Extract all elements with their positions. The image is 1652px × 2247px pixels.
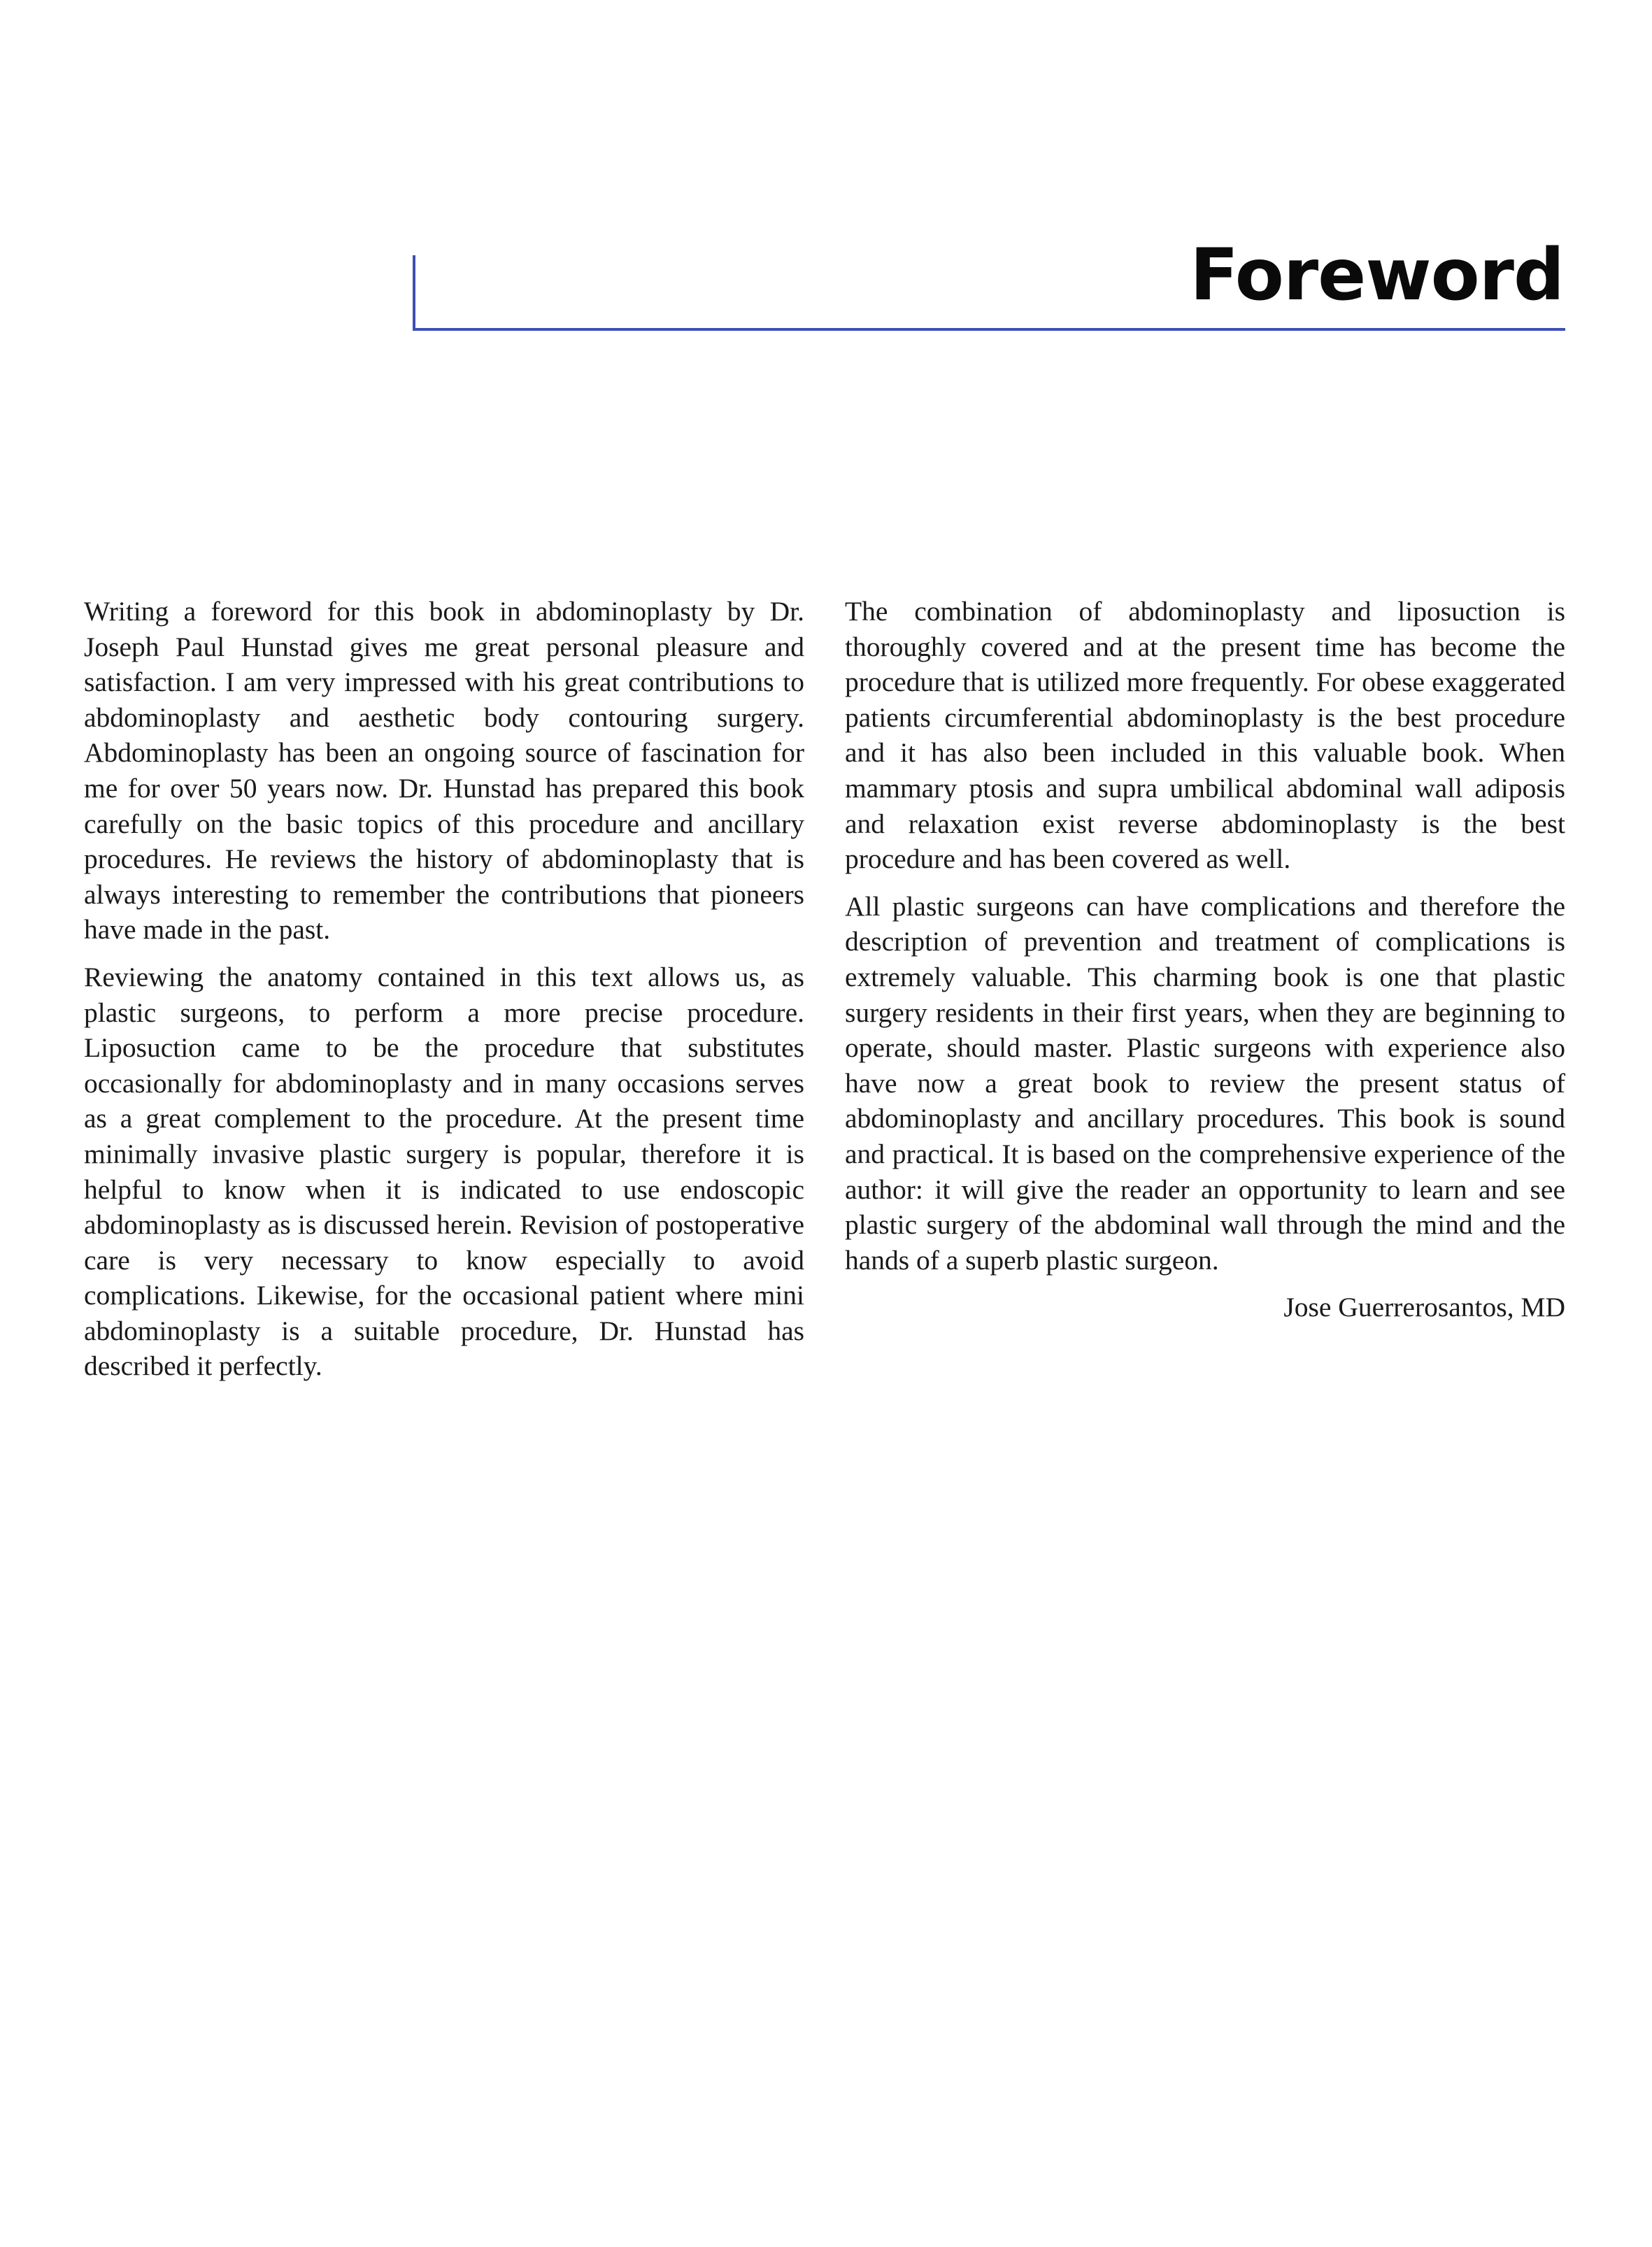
left-column: [84, 594, 804, 1396]
paragraph: Reviewing the anatomy contained in this text allows us, as plastic surgeons, to perform a more precise procedure. Liposuction came to be the procedure that substitutes occasionally for abdominoplasty and in many occasions serves as a great complement to the procedure. At the present time minimally invasive plastic surgery is popular, therefore it is helpful to know when it is indicated to use endoscopic abdominoplasty as is discussed herein. Revision of postoperative care is very necessary to know especially to avoid complications. Likewise, for the occasional patient where mini abdominoplasty is a suitable procedure, Dr. Hunstad has described it perfectly.: [84, 961, 804, 1382]
paragraph: Writing a foreword for this book in abdominoplasty by Dr. Joseph Paul Hunstad gives me great personal pleasure and satisfaction. I am very impressed with his great contributions to abdominoplasty and aesthetic body contouring surgery. Abdominoplasty has been an ongoing source of fascination for me for over 50 years now. Dr. Hunstad has prepared this book carefully on the basic topics of this procedure and ancillary procedures. He reviews the history of abdominoplasty that is always interesting to remember the contributions that pioneers have made in the past.: [84, 596, 804, 946]
right-column: [845, 594, 1565, 1325]
paragraph: All plastic surgeons can have complications and therefore the description of prevention and treatment of complications is extremely valuable. This charming book is one that plastic surgery residents in their first years, when they are beginning to operate, should master. Plastic surgeons with experience also have now a great book to review the present status of abdominoplasty and ancillary procedures. This book is sound and practical. It is based on the comprehensive experience of the author: it will give the reader an opportunity to learn and see plastic surgery of the abdominal wall through the mind and the hands of a superb plastic surgeon.: [845, 890, 1565, 1276]
page-title: Foreword: [1190, 234, 1564, 317]
author-signature: Jose Guerrerosantos, MD: [1283, 1292, 1565, 1323]
paragraph: The combination of abdominoplasty and liposuction is thoroughly covered and at the present time has become the procedure that is utilized more frequently. For obese exaggerated patients circumferential abdominoplasty is the best procedure and it has also been included in this valuable book. When mammary ptosis and supra umbilical abdominal wall adiposis and relaxation exist reverse abdominoplasty is the best procedure and has been covered as well.: [845, 596, 1565, 875]
